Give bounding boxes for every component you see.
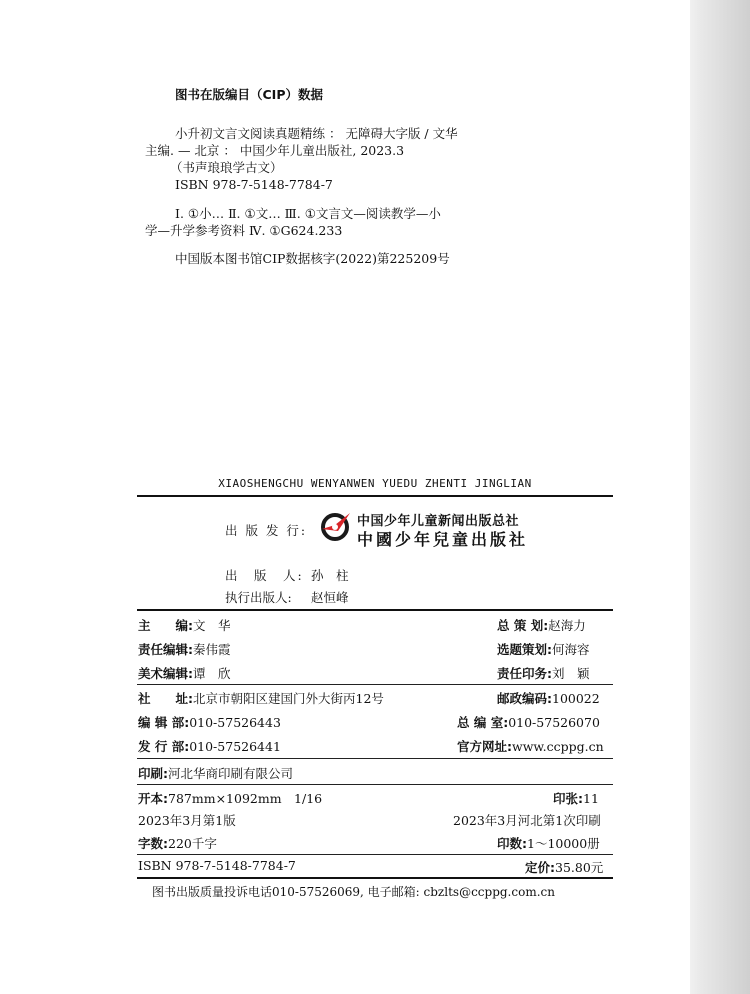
cip-classification: Ⅰ. ①小… Ⅱ. ①文… Ⅲ. ①文言文—阅读教学—小 (175, 206, 441, 221)
distribution-phone: 发 行 部:010-57526441 (138, 739, 281, 754)
editorial-phone: 编 辑 部:010-57526443 (138, 715, 281, 730)
cip-isbn: ISBN 978-7-5148-7784-7 (175, 177, 333, 192)
cip-classification: 学—升学参考资料 Ⅳ. ①G624.233 (145, 223, 343, 238)
word-count: 字数:220千字 (138, 836, 217, 851)
publisher-person: 孙 柱 (311, 568, 349, 583)
impression: 2023年3月河北第1次印刷 (453, 813, 601, 828)
edition: 2023年3月第1版 (138, 813, 236, 828)
divider (137, 684, 613, 685)
issue-label: 出 版 发 行: (225, 523, 308, 538)
print-supervisor: 责任印务:刘 颖 (497, 666, 590, 681)
address: 社 址:北京市朝阳区建国门外大街丙12号 (138, 691, 384, 706)
responsible-editor: 责任编辑:秦伟霞 (138, 642, 231, 657)
print-run: 印数:1～10000册 (497, 836, 600, 851)
divider (137, 609, 613, 611)
sheets: 印张:11 (553, 791, 599, 806)
divider (137, 758, 613, 759)
price: 定价:35.80元 (525, 860, 604, 875)
cip-line: 主编. — 北京 ： 中国少年儿童出版社, 2023.3 (145, 143, 405, 158)
general-planner: 总 策 划:赵海力 (497, 618, 586, 633)
publisher-logo-icon (318, 509, 354, 543)
cip-line: （书声琅琅学古文） (170, 160, 283, 175)
divider (137, 854, 613, 855)
exec-publisher-label: 执行出版人: (225, 590, 292, 605)
postcode: 邮政编码:100022 (497, 691, 600, 706)
cip-number: 中国版本图书馆CIP数据核字(2022)第225209号 (175, 251, 450, 266)
format: 开本:787mm×1092mm 1/16 (138, 791, 323, 806)
divider (137, 784, 613, 785)
isbn: ISBN 978-7-5148-7784-7 (138, 858, 296, 873)
quality-complaint-note: 图书出版质量投诉电话010-57526069, 电子邮箱: cbzlts@ccppg.com.cn (152, 885, 555, 899)
publisher-person-label: 出 版 人: (225, 568, 304, 583)
publisher-name-calligraphy: 中國少年兒童出版社 (357, 530, 529, 549)
website: 官方网址:www.ccppg.cn (457, 739, 604, 754)
printer: 印刷:河北华商印刷有限公司 (138, 766, 294, 781)
cip-heading: 图书在版编目（CIP）数据 (175, 87, 323, 102)
topic-planner: 选题策划:何海容 (497, 642, 590, 657)
publisher-name: 中国少年儿童新闻出版总社 (357, 514, 520, 529)
cip-line: 小升初文言文阅读真题精练 ： 无障碍大字版 / 文华 (175, 126, 458, 141)
art-editor: 美术编辑:谭 欣 (138, 666, 231, 681)
pinyin-title: XIAOSHENGCHU WENYANWEN YUEDU ZHENTI JINGLIAN (218, 477, 532, 490)
divider (137, 495, 613, 497)
chief-office-phone: 总 编 室:010-57526070 (457, 715, 600, 730)
chief-editor: 主 编:文 华 (138, 618, 231, 633)
exec-publisher: 赵恒峰 (311, 590, 349, 605)
divider (137, 877, 613, 879)
